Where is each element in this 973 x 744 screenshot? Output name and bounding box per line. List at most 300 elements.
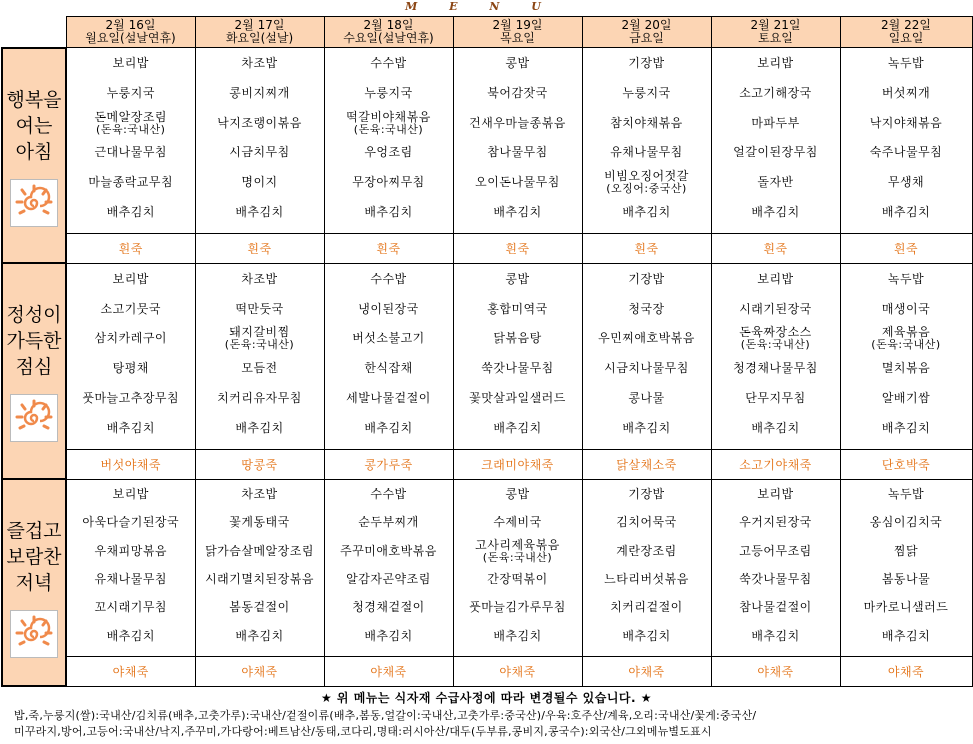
dish-name: 봄동나물	[881, 571, 931, 586]
dish-name: 배추김치	[106, 420, 155, 435]
dish	[196, 137, 324, 167]
dish-name: 기장밥	[628, 271, 665, 286]
dish-name: 삼치카레구이	[94, 331, 168, 346]
dish-name: 냉이된장국	[358, 301, 419, 316]
date-label: 2월 19일	[492, 18, 543, 32]
dish	[712, 167, 840, 197]
dish	[712, 324, 840, 354]
dish	[325, 593, 453, 621]
dish-name: 꽃게동태국	[229, 515, 290, 530]
dish-name: 모듬전	[241, 361, 278, 376]
dish	[454, 48, 582, 78]
dish-name: 고사리제육볶음	[475, 537, 560, 552]
porridge-item: 흰죽	[324, 234, 453, 264]
dish	[583, 108, 711, 138]
meal-row	[2, 263, 972, 449]
menu-cell	[453, 48, 582, 234]
dish	[583, 383, 711, 413]
porridge-item: 버섯야채죽	[66, 450, 195, 480]
dish-name: 소고기뭇국	[100, 301, 161, 316]
menu-cell	[582, 48, 711, 234]
dish-name: 돈육짜장소스	[739, 325, 812, 340]
menu-cell	[582, 479, 711, 656]
day-header	[324, 17, 453, 48]
dish	[841, 137, 972, 167]
dish-name: 누룽지국	[364, 85, 413, 100]
weekday-label: 월요일(설날연휴)	[85, 31, 176, 45]
dish	[325, 621, 453, 649]
corner-cell	[2, 17, 66, 48]
dish	[841, 565, 972, 593]
dish	[67, 197, 195, 227]
porridge-item: 크래미야채죽	[453, 450, 582, 480]
dish-name: 보리밥	[112, 486, 149, 501]
dish	[325, 508, 453, 536]
dish-name: 단무지무침	[745, 391, 806, 406]
meal-label-line: 정성이	[6, 304, 62, 327]
dish-name: 매생이국	[881, 301, 931, 316]
dish	[583, 593, 711, 621]
dish	[841, 508, 972, 536]
dish	[67, 593, 195, 621]
dish	[196, 565, 324, 593]
date-label: 2월 22일	[881, 18, 931, 32]
dish-name: 낙지야채볶음	[869, 115, 943, 130]
dish	[196, 167, 324, 197]
dish	[583, 536, 711, 564]
meal-label-line: 가득한	[6, 330, 62, 353]
dish	[196, 78, 324, 108]
dish	[67, 383, 195, 413]
dish-name: 배추김치	[364, 205, 413, 220]
menu-cell	[324, 48, 453, 234]
dish-name: 제육볶음	[881, 325, 931, 340]
menu-cell	[66, 263, 195, 449]
dish-name: 콩밥	[505, 271, 530, 286]
dish	[841, 593, 972, 621]
dish	[67, 48, 195, 78]
dish	[712, 536, 840, 564]
porridge-item: 흰죽	[582, 234, 711, 264]
dish	[67, 508, 195, 536]
dish	[454, 413, 582, 443]
dish-name: 옹심이김치국	[869, 515, 943, 530]
dish-name: 수수밥	[370, 486, 407, 501]
dish-name: 주꾸미애호박볶음	[340, 543, 437, 558]
menu-cell	[711, 48, 840, 234]
dish	[712, 565, 840, 593]
porridge-item: 야채죽	[453, 656, 582, 686]
dish	[67, 137, 195, 167]
dish	[325, 324, 453, 354]
dish	[841, 78, 972, 108]
porridge-item: 야채죽	[66, 656, 195, 686]
dish	[841, 383, 972, 413]
dish-name: 콩비지찌개	[229, 85, 290, 100]
dish	[454, 383, 582, 413]
dish-name: 기장밥	[628, 486, 665, 501]
dish	[196, 413, 324, 443]
dish	[325, 383, 453, 413]
dish-name: 버섯소불고기	[352, 331, 425, 346]
dish	[325, 353, 453, 383]
dish	[583, 294, 711, 324]
dish	[583, 413, 711, 443]
dish	[712, 78, 840, 108]
day-header	[582, 17, 711, 48]
dish-name: 콩나물	[628, 391, 665, 406]
dish-name: 쑥갓나물무침	[481, 361, 554, 376]
dish-name: 풋마늘고추장무침	[82, 391, 180, 406]
dish-name: 배추김치	[235, 420, 284, 435]
dish	[196, 508, 324, 536]
sun-spiral-icon	[10, 179, 58, 227]
dish	[325, 264, 453, 294]
dish	[67, 108, 195, 138]
dish-name: 순두부찌개	[358, 515, 419, 530]
dish	[841, 480, 972, 508]
porridge-item: 단호박죽	[840, 450, 972, 480]
dish-name: 돼지갈비찜	[229, 325, 290, 340]
dish	[583, 137, 711, 167]
dish-name: 수수밥	[370, 55, 407, 70]
dish-name: 시금치나물무침	[604, 361, 689, 376]
dish-name: 아욱다슬기된장국	[82, 515, 180, 530]
dish-name: 보리밥	[112, 271, 149, 286]
date-label: 2월 21일	[750, 18, 801, 32]
dish-name: 차조밥	[241, 55, 278, 70]
menu-cell	[195, 479, 324, 656]
dish	[583, 167, 711, 197]
dish	[712, 137, 840, 167]
dish	[583, 621, 711, 649]
dish-name: 돌자반	[757, 175, 794, 190]
dish	[325, 48, 453, 78]
dish-name: 콩밥	[505, 55, 530, 70]
dish-origin: (돈육:국내산)	[740, 338, 811, 352]
dish	[454, 353, 582, 383]
meal-label-line: 행복을	[6, 88, 62, 111]
porridge-row	[2, 234, 972, 264]
weekday-label: 수요일(설날연휴)	[343, 31, 434, 45]
dish	[196, 353, 324, 383]
dish	[712, 264, 840, 294]
origin-line: 미꾸라지,방어,고등어:국내산/낙지,주꾸미,가다랑어:베트남산/동태,코다리,명태:러시아산/대두(두부류,콩비지,콩국수):외국산/그외메뉴별도표시	[14, 725, 712, 738]
dish-name: 닭볶음탕	[493, 331, 542, 346]
dish-name: 수수밥	[370, 271, 407, 286]
dish-name: 시금치무침	[229, 145, 290, 160]
dish-name: 배추김치	[493, 628, 542, 643]
dish-name: 배추김치	[235, 205, 284, 220]
dish-name: 계란장조림	[616, 543, 677, 558]
dish	[841, 413, 972, 443]
menu-cell	[840, 263, 972, 449]
meal-label-cell	[2, 263, 66, 479]
dish	[454, 593, 582, 621]
meal-label-line: 보람찬	[6, 546, 62, 569]
dish-name: 배추김치	[622, 205, 671, 220]
dish-name: 보리밥	[112, 55, 149, 70]
origin-line: 밥,죽,누룽지(쌀):국내산/김치류(배추,고춧가루):국내산/겉절이류(배추,봄동,얼갈이:국내산,고춧가루:중국산)/우육:호주산/계육,오리:국내산/꽃게:중국산/	[14, 709, 757, 722]
porridge-item: 흰죽	[195, 234, 324, 264]
dish	[67, 621, 195, 649]
dish	[841, 264, 972, 294]
dish-name: 낙지조랭이볶음	[217, 115, 302, 130]
dish	[841, 536, 972, 564]
dish	[454, 324, 582, 354]
porridge-item: 땅콩죽	[195, 450, 324, 480]
porridge-item: 흰죽	[840, 234, 972, 264]
dish	[67, 167, 195, 197]
menu-cell	[195, 48, 324, 234]
dish	[841, 167, 972, 197]
meal-label-line: 여는	[15, 114, 53, 137]
dish-name: 녹두밥	[887, 55, 925, 70]
porridge-item: 야채죽	[324, 656, 453, 686]
dish	[841, 353, 972, 383]
dish-name: 참나물겉절이	[739, 600, 812, 615]
dish-name: 명이지	[241, 175, 278, 190]
dish-name: 우민찌애호박볶음	[598, 331, 695, 346]
menu-cell	[453, 479, 582, 656]
dish	[841, 324, 972, 354]
dish-name: 우채피망볶음	[94, 543, 168, 558]
dish	[454, 565, 582, 593]
dish-name: 홍합미역국	[487, 301, 548, 316]
dish-name: 치커리유자무침	[217, 391, 302, 406]
dish-name: 녹두밥	[887, 271, 925, 286]
dish	[325, 78, 453, 108]
dish	[712, 480, 840, 508]
dish	[454, 508, 582, 536]
dish-name: 느타리버섯볶음	[604, 571, 689, 586]
dish	[325, 197, 453, 227]
dish	[841, 294, 972, 324]
date-label: 2월 20일	[621, 18, 672, 32]
dish	[841, 621, 972, 649]
dish	[196, 197, 324, 227]
menu-title: M E N U	[405, 0, 555, 13]
dish-origin: (돈육:국내산)	[353, 122, 424, 136]
dish-name: 우엉조림	[364, 145, 413, 160]
dish-name: 수제비국	[493, 515, 542, 530]
dish-name: 배추김치	[622, 628, 671, 643]
porridge-item: 야채죽	[711, 656, 840, 686]
dish	[67, 480, 195, 508]
date-label: 2월 16일	[105, 18, 156, 32]
dish	[583, 480, 711, 508]
dish	[196, 593, 324, 621]
dish-name: 근대나물무침	[94, 145, 168, 160]
dish-origin: (돈육:국내산)	[482, 550, 553, 564]
dish-name: 차조밥	[241, 486, 278, 501]
dish	[325, 536, 453, 564]
dish	[67, 264, 195, 294]
dish-name: 배추김치	[622, 420, 671, 435]
dish	[67, 294, 195, 324]
dish-name: 배추김치	[493, 420, 542, 435]
menu-table	[1, 16, 973, 687]
dish-name: 배추김치	[881, 205, 931, 220]
porridge-item: 야채죽	[840, 656, 972, 686]
dish	[325, 137, 453, 167]
weekday-label: 목요일	[500, 31, 535, 45]
porridge-item: 흰죽	[711, 234, 840, 264]
dish-name: 멸치볶음	[881, 361, 931, 376]
meal-label-line: 아침	[15, 140, 53, 163]
dish	[196, 264, 324, 294]
dish-name: 배추김치	[235, 628, 284, 643]
dish-name: 무생채	[887, 175, 925, 190]
dish	[67, 565, 195, 593]
porridge-row	[2, 450, 972, 480]
dish-name: 고등어무조림	[739, 543, 812, 558]
dish-name: 건새우마늘종볶음	[469, 115, 566, 130]
meal-label	[3, 518, 65, 596]
dish	[583, 264, 711, 294]
dish	[67, 536, 195, 564]
menu-cell	[66, 48, 195, 234]
dish	[583, 565, 711, 593]
dish	[67, 78, 195, 108]
date-label: 2월 17일	[234, 18, 285, 32]
meal-row	[2, 48, 972, 234]
dish	[325, 294, 453, 324]
dish-name: 우거지된장국	[739, 515, 812, 530]
dish-name: 소고기해장국	[739, 85, 812, 100]
dish-origin: (돈육:국내산)	[871, 338, 941, 352]
sun-spiral-icon	[10, 394, 58, 442]
dish	[841, 108, 972, 138]
dish-name: 청경채나물무침	[733, 361, 818, 376]
dish	[196, 294, 324, 324]
dish	[454, 264, 582, 294]
menu-cell	[840, 48, 972, 234]
dish-origin: (돈육:국내산)	[224, 338, 295, 352]
dish-name: 청국장	[628, 301, 665, 316]
dish-name: 숙주나물무침	[869, 145, 943, 160]
meal-label-cell	[2, 48, 66, 264]
dish	[325, 565, 453, 593]
dish-name: 찜닭	[893, 543, 919, 558]
dish-name: 얼갈이된장무침	[733, 145, 818, 160]
dish	[712, 353, 840, 383]
dish	[583, 324, 711, 354]
dish-name: 참나물무침	[487, 145, 548, 160]
dish	[454, 78, 582, 108]
meal-label-line: 점심	[15, 356, 53, 379]
dish	[196, 383, 324, 413]
menu-cell	[711, 263, 840, 449]
dish-name: 유채나물무침	[610, 145, 683, 160]
dish-name: 닭가슴살메알장조림	[205, 543, 314, 558]
dish-name: 떡갈비야채볶음	[346, 109, 431, 124]
porridge-item: 야채죽	[195, 656, 324, 686]
dish-name: 배추김치	[751, 628, 800, 643]
dish-name: 보리밥	[757, 55, 794, 70]
dish-name: 마파두부	[751, 115, 800, 130]
menu-cell	[840, 479, 972, 656]
dish	[583, 78, 711, 108]
dish	[712, 294, 840, 324]
dish	[454, 197, 582, 227]
meal-label-cell	[2, 479, 66, 686]
dish-name: 누룽지국	[106, 85, 155, 100]
menu-cell	[195, 263, 324, 449]
menu-cell	[66, 479, 195, 656]
dish-name: 배추김치	[106, 205, 155, 220]
porridge-item: 야채죽	[582, 656, 711, 686]
dish-name: 버섯찌개	[881, 85, 931, 100]
dish	[583, 48, 711, 78]
dish-name: 알배기쌈	[881, 391, 931, 406]
menu-cell	[324, 479, 453, 656]
dish-name: 마카로니샐러드	[863, 600, 949, 615]
meal-label-line: 저녁	[15, 572, 53, 595]
menu-cell	[582, 263, 711, 449]
dish	[196, 480, 324, 508]
change-notice: ★ 위 메뉴는 식자재 수급사정에 따라 변경될수 있습니다. ★	[320, 691, 653, 705]
dish	[583, 197, 711, 227]
dish	[712, 108, 840, 138]
dish-name: 유채나물무침	[94, 571, 168, 586]
dish-name: 한식잡채	[364, 361, 413, 376]
dish	[841, 197, 972, 227]
day-header	[711, 17, 840, 48]
porridge-item: 닭살채소죽	[582, 450, 711, 480]
dish	[325, 108, 453, 138]
day-header	[840, 17, 972, 48]
dish	[454, 621, 582, 649]
dish	[583, 508, 711, 536]
dish	[712, 593, 840, 621]
dish-name: 쑥갓나물무침	[739, 571, 812, 586]
dish-name: 녹두밥	[887, 486, 925, 501]
dish-origin: (돈육:국내산)	[96, 122, 166, 136]
dish-name: 치커리겉절이	[610, 600, 683, 615]
day-header	[195, 17, 324, 48]
dish	[454, 108, 582, 138]
dish	[841, 48, 972, 78]
porridge-item: 흰죽	[453, 234, 582, 264]
porridge-item: 소고기야채죽	[711, 450, 840, 480]
dish	[196, 536, 324, 564]
dish-name: 세발나물겉절이	[346, 391, 431, 406]
dish-name: 콩밥	[505, 486, 530, 501]
porridge-item: 콩가루죽	[324, 450, 453, 480]
dish	[454, 536, 582, 564]
dish-name: 떡만둣국	[235, 301, 284, 316]
dish-name: 배추김치	[751, 420, 800, 435]
dish-name: 배추김치	[364, 420, 413, 435]
dish-name: 누룽지국	[622, 85, 671, 100]
dish-name: 꼬시래기무침	[94, 600, 168, 615]
menu-cell	[711, 479, 840, 656]
dish-name: 시래기된장국	[739, 301, 812, 316]
menu-cell	[453, 263, 582, 449]
dish-name: 마늘종락교무침	[88, 175, 174, 190]
dish	[196, 108, 324, 138]
dish	[325, 167, 453, 197]
dish	[454, 480, 582, 508]
dish-name: 배추김치	[364, 628, 413, 643]
dish-name: 간장떡볶이	[487, 571, 548, 586]
dish	[325, 413, 453, 443]
dish	[712, 621, 840, 649]
dish	[712, 48, 840, 78]
dish-origin: (오징어:중국산)	[606, 182, 687, 196]
weekday-label: 일요일	[888, 31, 924, 45]
